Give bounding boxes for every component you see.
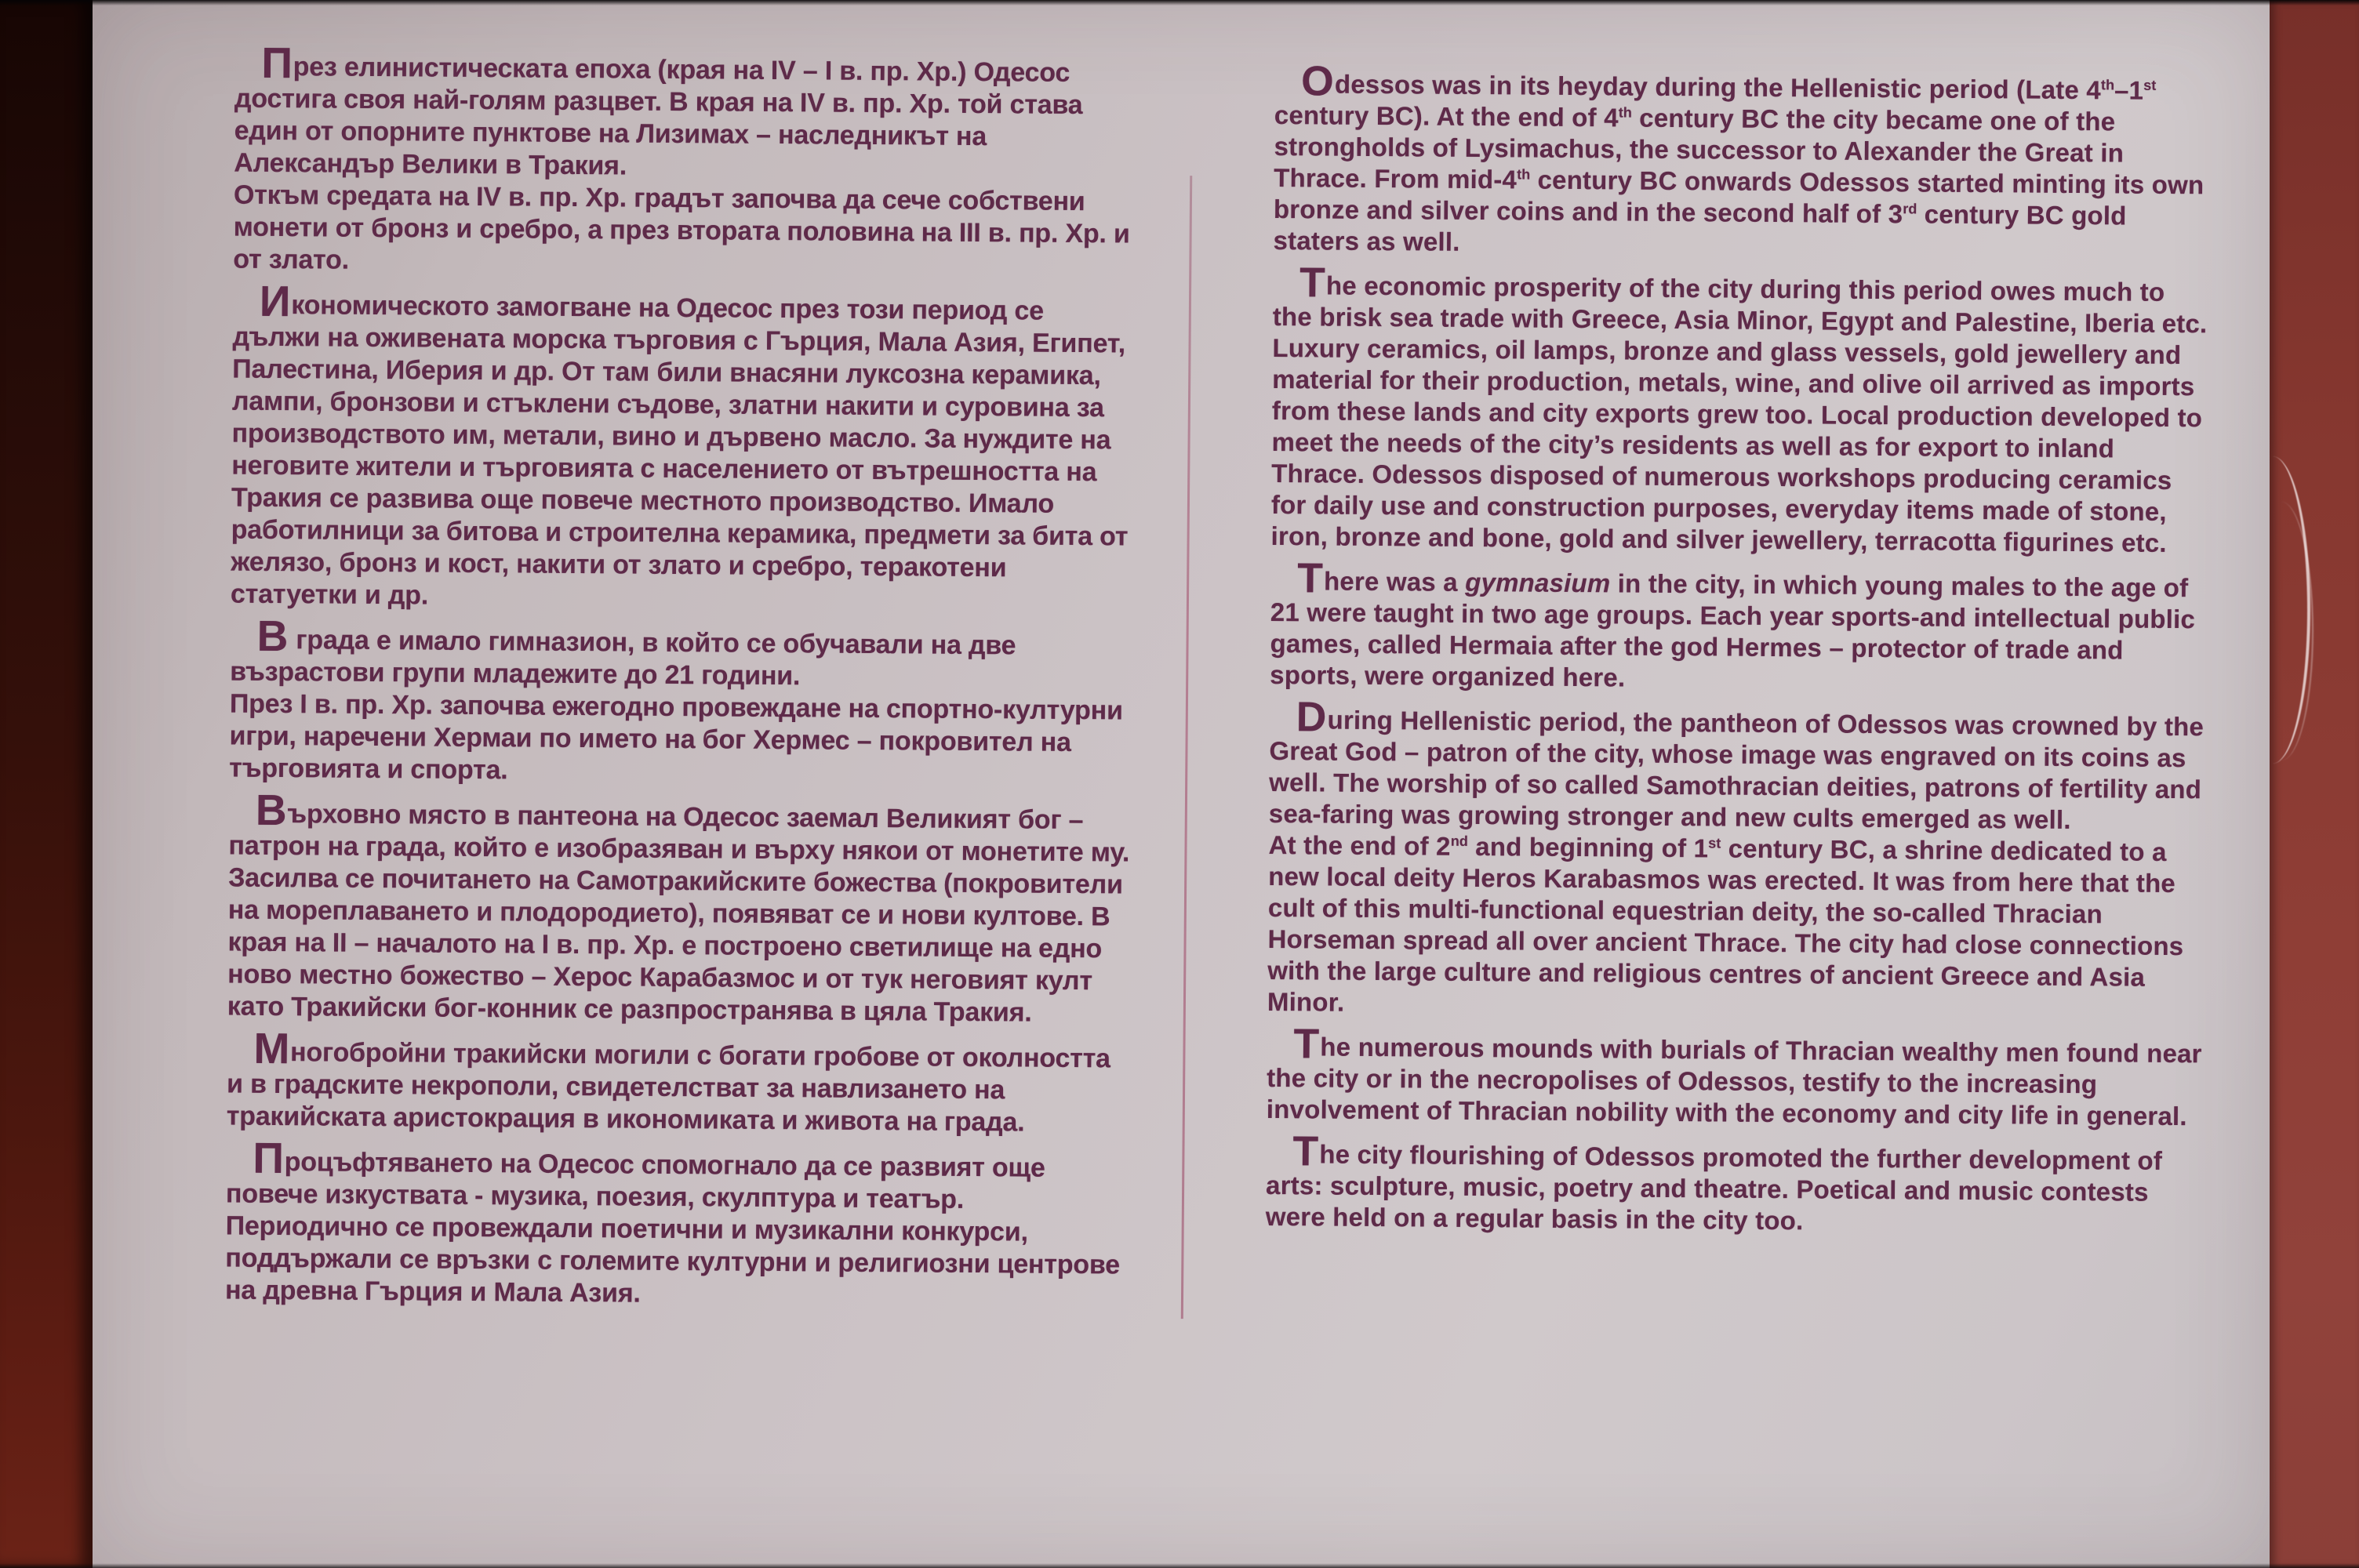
italic-term: gymnasium	[1465, 567, 1611, 598]
text-run: роцъфтяването на Одесос спомогнало да се развият още повече изкуствата - музика, поезия, скулптура и театър. Периодично се провеждали поетични и музикални конкурси, поддържали се връзки с големите културни и религиозни центрове на древна Гърция и Мала Азия.	[224, 1147, 1121, 1308]
drop-cap: П	[261, 38, 293, 88]
superscript: st	[2143, 77, 2157, 93]
superscript: rd	[1903, 201, 1917, 217]
text-run: През I в. пр. Хр. започва ежегодно провеждане на спортно-културни игри, наречени Хермаи по името на бог Хермес – покровител на търговията и спорта.	[229, 688, 1123, 786]
text-run: in the city, in which young males to the age of 21 were taught in two age groups. Each year sports-and intellectual public games, called Hermaia after the god Hermes – protector of trade and sports, were organized here.	[1270, 568, 2196, 692]
text-run: –1	[2114, 75, 2144, 105]
text-run: ногобройни тракийски могили с богати гробове от околността и в градските некрополи, свидетелстват за навлизането на тракийската аристокрация в икономиката и живота на града.	[226, 1037, 1110, 1138]
paragraph-english-5	[1266, 1021, 2205, 1132]
text-run: dessos was in its heyday during the Hellenistic period (Late 4	[1334, 69, 2102, 105]
paragraph-bulgarian-2	[230, 276, 1135, 618]
drop-cap: D	[1296, 694, 1327, 741]
reflection-highlight-faint	[2249, 502, 2314, 760]
placard-content	[80, 0, 2270, 1568]
text-run: century BC). At the end of 4	[1274, 100, 1619, 132]
photo-bottom-edge	[0, 1563, 2359, 1568]
text-run: Откъм средата на IV в. пр. Хр. градът започва да сече собствени монети от бронз и сребро, а през втората половина на III в. пр. Хр. и от злато.	[233, 180, 1130, 275]
paragraph-bulgarian-3	[229, 611, 1132, 792]
column-english	[1265, 58, 2213, 1240]
drop-cap: В	[255, 785, 287, 835]
paragraph-english-4	[1267, 694, 2208, 1025]
photo-top-edge	[0, 0, 2359, 5]
drop-cap: T	[1293, 1021, 1320, 1068]
column-divider-line	[1181, 176, 1192, 1319]
drop-cap: T	[1296, 555, 1324, 602]
text-run: uring Hellenistic period, the pantheon of Odessos was crowned by the Great God – patron of the city, whose image was engraved on its coins as well. The worship of so called Samothracian deities, patrons of fertility and sea-faring was growing stronger and new cults emerged as well.	[1268, 705, 2205, 835]
text-run: and beginning of 1	[1467, 831, 1709, 863]
column-bulgarian	[224, 38, 1137, 1314]
paragraph-bulgarian-6	[224, 1133, 1129, 1314]
superscript: nd	[1450, 833, 1469, 849]
text-run: he numerous mounds with burials of Thracian wealthy men found near the city or in the necropolises of Odessos, testify to the increasing involvement of Thracian nobility with the economy and city life in general.	[1266, 1032, 2202, 1131]
paragraph-english-2	[1270, 260, 2211, 559]
drop-cap: В	[256, 611, 289, 661]
paragraph-bulgarian-5	[226, 1023, 1129, 1140]
placard	[93, 0, 2270, 1568]
wall-right	[2270, 0, 2359, 1568]
paragraph-english-3	[1270, 555, 2208, 698]
drop-cap: М	[253, 1023, 290, 1073]
text-run: century BC onwards Odessos started minting its own bronze and silver coins and in the second half of 3	[1273, 165, 2205, 229]
text-run: he city flourishing of Odessos promoted the further development of arts: sculpture, music, poetry and theatre. Poetical and music contests were held on a regular basis in the city too.	[1265, 1139, 2163, 1236]
drop-cap: T	[1292, 1128, 1319, 1175]
drop-cap: И	[259, 276, 291, 326]
superscript: th	[1517, 166, 1531, 183]
paragraph-bulgarian-4	[227, 785, 1131, 1030]
text-run: century BC, a shrine dedicated to a new local deity Heros Karabasmos was erected. It was from here that the cult of this multi-functional equestrian deity, the so-called Thracian Horseman spread all over ancient Thrace. The city had close connections with the large culture and religious centres of ancient Greece and Asia Minor.	[1267, 833, 2184, 1017]
text-run: he economic prosperity of the city during this period owes much to the brisk sea trade with Greece, Asia Minor, Egypt and Palestine, Iberia etc. Luxury ceramics, oil lamps, bronze and glass vessels, gold jewellery and material for their production, metals, wine, and olive oil arrived as imports from these lands and city exports grew too. Local production developed to meet the needs of the city’s residents as well as for export to inland Thrace. Odessos disposed of numerous workshops producing ceramics for daily use and construction purposes, everyday items made of stone, iron, bronze and bone, gold and silver jewellery, terracotta figurines etc.	[1270, 270, 2208, 557]
text-run: At the end of 2	[1268, 829, 1451, 861]
text-run: here was a	[1323, 566, 1466, 597]
text-run: ърховно място в пантеона на Одесос заемал Великият бог – патрон на града, който е изобразяван и върху някои от монетите му. Засилва се почитането на Самотракийските божества (покровители на мореплаването и плодородието), появяват се и нови култове. В края на II – началото на I в. пр. Хр. е построено светилище на едно ново местно божество – Херос Карабазмос и от тук неговият култ като Тракийски бог-конник се разпространява в цяла Тракия.	[227, 799, 1130, 1028]
text-run: рез елинистическата епоха (края на IV – I в. пр. Хр.) Одесос достига своя най-голям разцвет. В края на IV в. пр. Хр. той става един от опорните пунктове на Лизимах – наследникът на Александър Велики в Тракия.	[234, 52, 1083, 181]
drop-cap: O	[1300, 58, 1335, 105]
wall-left	[0, 0, 93, 1568]
text-run: century BC the city became one of the strongholds of Lysimachus, the successor to Alexander the Great in Thrace. From mid-4	[1274, 103, 2125, 194]
paragraph-english-6	[1265, 1128, 2205, 1240]
drop-cap: П	[253, 1133, 284, 1183]
drop-cap: T	[1299, 260, 1326, 307]
text-run: кономическото замогване на Одесос през този период се дължи на оживената морска търговия с Гърция, Мала Азия, Египет, Палестина, Иберия и др. От там били внасяни луксозна керамика, лампи, бронзови и стъклени съдове, златни накити и суровина за производството им, метали, вино и дървено масло. За нуждите на неговите жители и търговията с населението от вътрешността на Тракия се развива още повече местното производство. Имало работилници за битова и строителна керамика, предмети за бита от желязо, бронз и кост, накити от злато и сребро, теракотени статуетки и др.	[230, 290, 1129, 611]
paragraph-bulgarian-1	[233, 38, 1136, 283]
superscript: st	[1708, 835, 1721, 851]
text-run: града е имало гимназион, в който се обучавали на две възрастови групи младежите до 21 години.	[230, 625, 1016, 691]
superscript: th	[1618, 104, 1632, 121]
text-run: century BC gold staters as well.	[1273, 199, 2127, 256]
paragraph-english-1	[1273, 58, 2212, 263]
superscript: th	[2100, 77, 2115, 93]
